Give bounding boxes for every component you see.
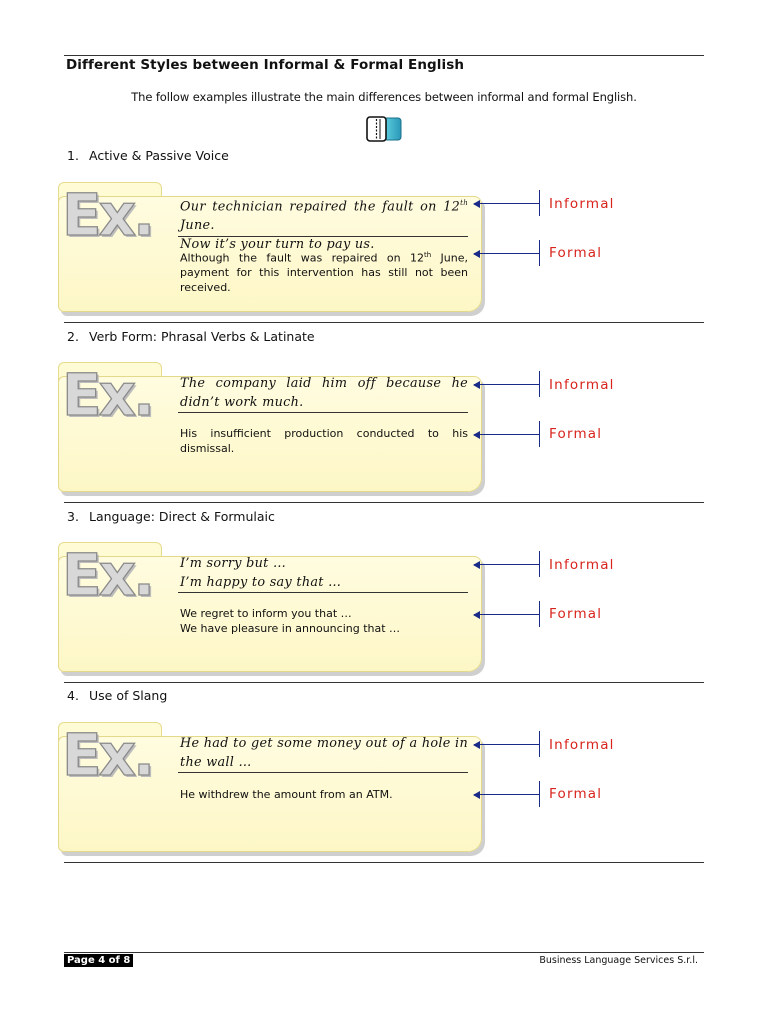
section-title: Verb Form: Phrasal Verbs & Latinate xyxy=(89,329,315,344)
intro-text: The follow examples illustrate the main differences between informal and formal English. xyxy=(131,90,637,104)
section-rule xyxy=(64,322,704,323)
bracket-bar xyxy=(539,731,540,757)
section-4-heading xyxy=(67,688,167,703)
formal-example: He withdrew the amount from an ATM. xyxy=(180,788,393,801)
bracket-bar xyxy=(539,551,540,577)
bracket-bar xyxy=(539,240,540,266)
informal-example: He had to get some money out of a hole in the wall … xyxy=(180,736,468,770)
formal-label: Formal xyxy=(549,426,603,442)
bracket-bar xyxy=(539,421,540,447)
section-1-heading xyxy=(67,148,229,163)
arrow-left-icon xyxy=(474,744,540,745)
section-title: Active & Passive Voice xyxy=(89,148,229,163)
company-name: Business Language Services S.r.l. xyxy=(539,955,698,966)
section-2-heading xyxy=(67,329,315,344)
page-number-badge: Page 4 of 8 xyxy=(64,954,133,967)
example-box-3 xyxy=(56,542,484,672)
section-title: Language: Direct & Formulaic xyxy=(89,509,275,524)
formal-label: Formal xyxy=(549,786,603,802)
section-3-heading xyxy=(67,509,275,524)
example-box-4 xyxy=(56,722,484,852)
bracket-bar xyxy=(539,190,540,216)
bracket-bar xyxy=(539,601,540,627)
arrow-left-icon xyxy=(474,564,540,565)
footer-rule xyxy=(64,952,704,953)
arrow-left-icon xyxy=(474,253,540,254)
ex-badge-icon: Ex. xyxy=(62,721,153,789)
ex-badge-icon: Ex. xyxy=(62,181,153,249)
example-divider xyxy=(178,412,468,413)
informal-example: Our technician repaired the fault on 12th June. Now it’s your turn to pay us. xyxy=(180,199,468,253)
informal-example: The company laid him off because he didn’t work much. xyxy=(180,376,468,410)
example-box-2 xyxy=(56,362,484,492)
example-divider xyxy=(178,236,468,237)
top-rule xyxy=(64,55,704,56)
arrow-left-icon xyxy=(474,384,540,385)
section-number: 3. xyxy=(67,509,79,524)
formal-label: Formal xyxy=(549,606,603,622)
section-title: Use of Slang xyxy=(89,688,168,703)
ex-badge-icon: Ex. xyxy=(62,361,153,429)
formal-example: Although the fault was repaired on 12th June, payment for this intervention has still not been received. xyxy=(180,251,468,294)
open-book-icon xyxy=(364,114,404,144)
arrow-left-icon xyxy=(474,434,540,435)
section-rule xyxy=(64,502,704,503)
section-number: 2. xyxy=(67,329,79,344)
formal-label: Formal xyxy=(549,245,603,261)
bracket-bar xyxy=(539,371,540,397)
arrow-left-icon xyxy=(474,794,540,795)
informal-label: Informal xyxy=(549,737,615,753)
informal-label: Informal xyxy=(549,196,615,212)
formal-example: His insufficient production conducted to his dismissal. xyxy=(180,427,468,455)
informal-label: Informal xyxy=(549,377,615,393)
bracket-bar xyxy=(539,781,540,807)
arrow-left-icon xyxy=(474,203,540,204)
section-number: 4. xyxy=(67,688,79,703)
section-number: 1. xyxy=(67,148,79,163)
ex-badge-icon: Ex. xyxy=(62,541,153,609)
section-rule xyxy=(64,862,704,863)
example-divider xyxy=(178,592,468,593)
section-rule xyxy=(64,682,704,683)
page-title: Different Styles between Informal & Formal English xyxy=(66,57,465,73)
informal-example: I’m sorry but … I’m happy to say that … xyxy=(180,556,342,590)
example-divider xyxy=(178,772,468,773)
arrow-left-icon xyxy=(474,614,540,615)
informal-label: Informal xyxy=(549,557,615,573)
formal-example: We regret to inform you that … We have pleasure in announcing that … xyxy=(180,607,401,635)
example-box-1 xyxy=(56,182,484,312)
